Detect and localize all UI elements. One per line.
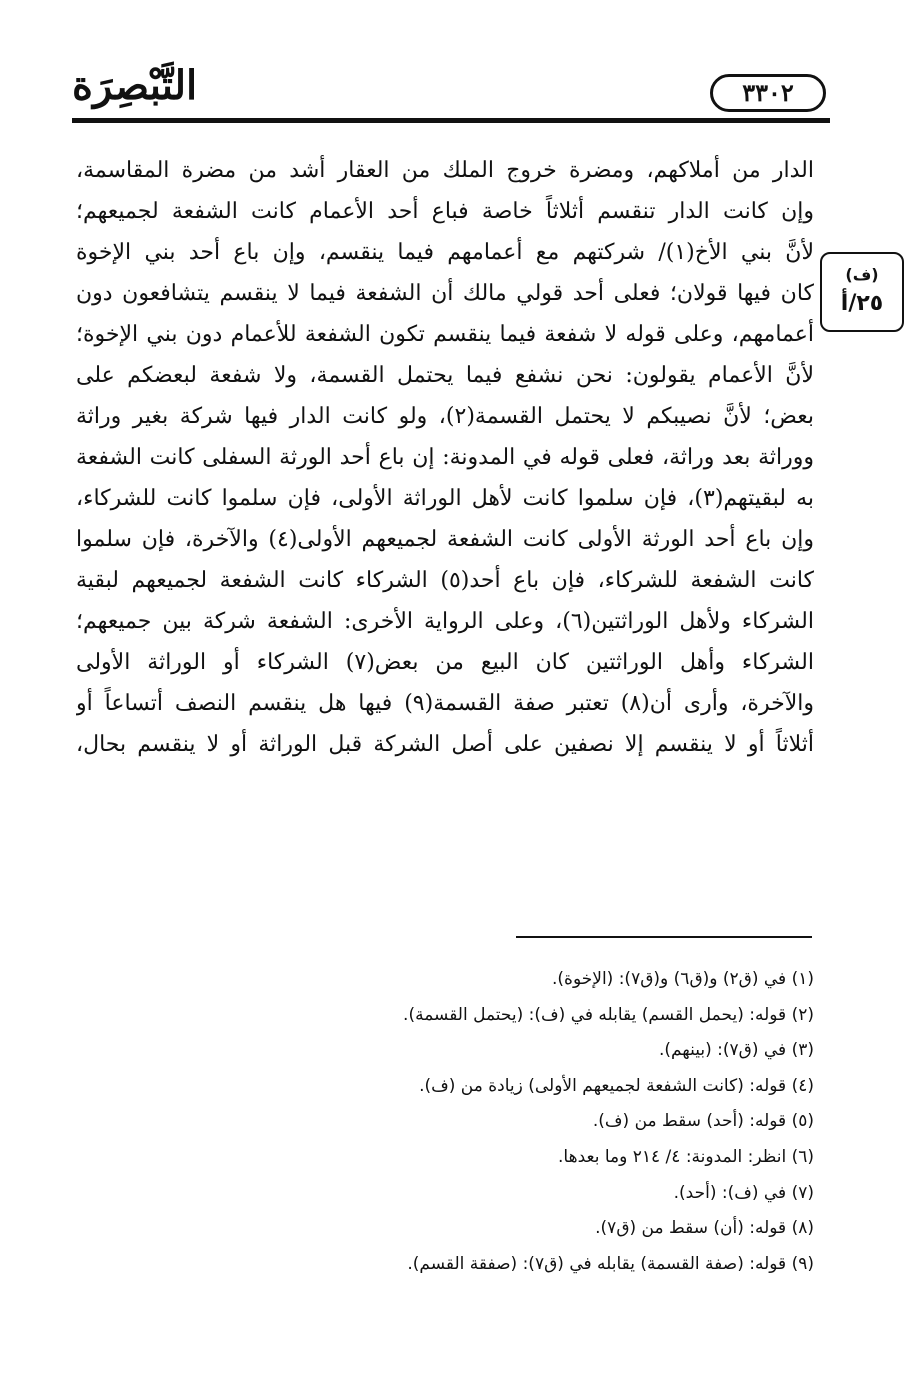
text-line: لأنَّ بني الأخ(١)/ شركتهم مع أعمامهم فيما ينقسم، وإن باع أحد بني الإخوة	[76, 240, 814, 265]
page-header	[72, 56, 830, 126]
text-line: الشركاء ولأهل الوراثتين(٦)، وعلى الرواية الأخرى: الشفعة شركة بين جميعهم؛	[76, 609, 814, 634]
footnote: (٣) في (ق٧): (بينهم).	[658, 1040, 814, 1061]
text-line: وإن كانت الدار تنقسم أثلاثاً خاصة فباع أحد الأعمام كانت الشفعة لجميعهم؛	[76, 199, 814, 224]
header-rule	[72, 118, 830, 123]
footnote: (٢) قوله: (يحمل القسم) يقابله في (ف): (يحتمل القسمة).	[403, 1004, 814, 1025]
manuscript-siglum: (ف)	[845, 265, 879, 284]
text-line: ووراثة بعد وراثة، فعلى قوله في المدونة: إن باع أحد الورثة السفلى كانت الشفعة	[76, 445, 814, 470]
margin-manuscript-reference	[820, 252, 904, 332]
footnote: (٩) قوله: (صفة القسمة) يقابله في (ق٧): (صفقة القسم).	[407, 1253, 814, 1274]
book-title: التَّبْصِرَة	[72, 62, 198, 109]
folio-reference: ٢٥/أ	[840, 291, 884, 316]
footnote-separator	[516, 936, 812, 938]
footnote: (٧) في (ف): (أحد).	[673, 1182, 814, 1203]
footnotes	[300, 962, 814, 1282]
text-line: وإن باع أحد الورثة الأولى كانت الشفعة لجميعهم الأولى(٤) والآخرة، فإن سلموا	[76, 527, 814, 552]
text-line: الشركاء وأهل الوراثتين كان البيع من بعض(٧) الشركاء أو الوراثة الأولى	[76, 650, 814, 675]
text-line: أثلاثاً أو لا ينقسم إلا نصفين على أصل الشركة قبل الوراثة أو لا ينقسم بحال،	[76, 732, 814, 757]
footnote: (٤) قوله: (كانت الشفعة لجميعهم الأولى) زيادة من (ف).	[419, 1075, 814, 1096]
footnote: (٦) انظر: المدونة: ٤/ ٢١٤ وما بعدها.	[558, 1146, 814, 1167]
text-line: أعمامهم، وعلى قوله لا شفعة فيما ينقسم تكون الشفعة للأعمام دون بني الإخوة؛	[76, 322, 814, 347]
main-text	[76, 150, 814, 765]
text-line: كانت الشفعة للشركاء، فإن باع أحد(٥) الشركاء كانت الشفعة لجميعهم لبقية	[76, 568, 814, 593]
text-line: والآخرة، وأرى أن(٨) تعتبر صفة القسمة(٩) فيها هل ينقسم النصف أتساعاً أو	[76, 691, 814, 716]
text-line: بعض؛ لأنَّ نصيبكم لا يحتمل القسمة(٢)، ولو كانت الدار فيها شركة بغير وراثة	[76, 404, 814, 429]
text-line: به لبقيتهم(٣)، فإن سلموا كانت لأهل الوراثة الأولى، فإن سلموا كانت للشركاء،	[76, 486, 814, 511]
footnote: (١) في (ق٢) و(ق٦) و(ق٧): (الإخوة).	[552, 969, 814, 989]
footnote: (٥) قوله: (أحد) سقط من (ف).	[592, 1111, 814, 1132]
text-line: كان فيها قولان؛ فعلى أحد قولي مالك أن الشفعة فيما لا ينقسم يتشافعون دون	[76, 281, 814, 306]
text-line: لأنَّ الأعمام يقولون: نحن نشفع فيما يحتمل القسمة، ولا شفعة لبعضكم على	[76, 363, 814, 388]
page-number: ٣٣٠٢	[710, 74, 826, 112]
footnote: (٨) قوله: (أن) سقط من (ق٧).	[595, 1218, 814, 1239]
text-line: الدار من أملاكهم، ومضرة خروج الملك من العقار أشد من مضرة المقاسمة،	[76, 158, 814, 183]
